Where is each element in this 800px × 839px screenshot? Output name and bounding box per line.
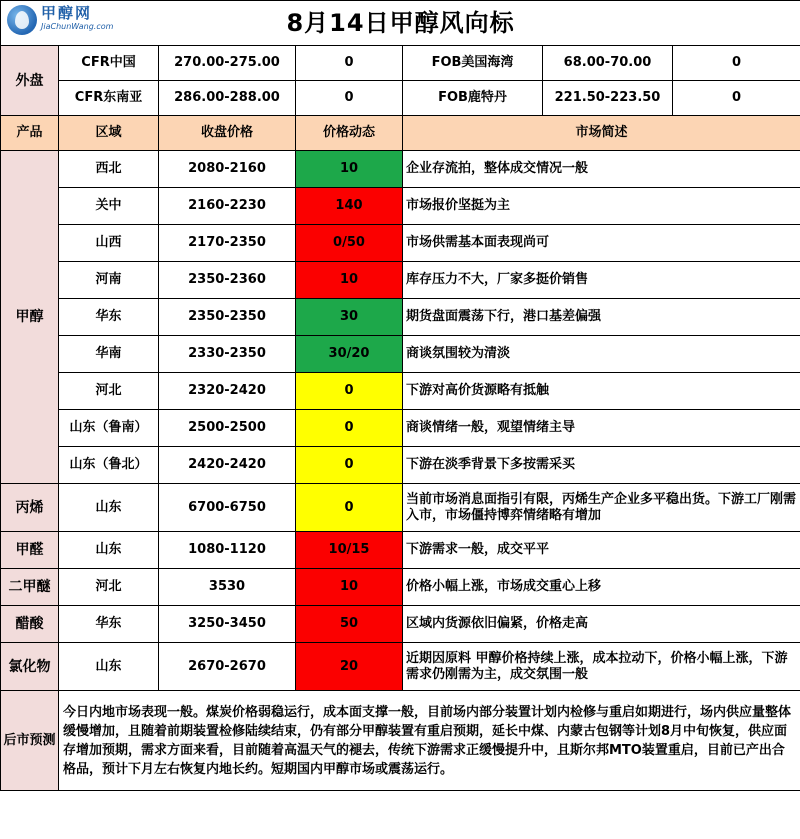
change-cell: 0 xyxy=(296,484,403,532)
external-market-name: CFR东南亚 xyxy=(59,81,159,116)
change-cell: 0 xyxy=(296,410,403,447)
product-row xyxy=(1,151,800,188)
summary-cell: 市场报价坚挺为主 xyxy=(403,188,800,225)
product-row xyxy=(1,373,800,410)
change-cell: 0 xyxy=(296,373,403,410)
summary-cell: 商谈氛围较为清淡 xyxy=(403,336,800,373)
product-name: 丙烯 xyxy=(1,484,59,532)
region-cell: 山东（鲁北） xyxy=(59,447,159,484)
price-cell: 2420-2420 xyxy=(159,447,296,484)
price-cell: 2500-2500 xyxy=(159,410,296,447)
change-cell: 20 xyxy=(296,643,403,691)
price-cell: 2350-2360 xyxy=(159,262,296,299)
price-cell: 2160-2230 xyxy=(159,188,296,225)
summary-cell: 近期因原料 甲醇价格持续上涨，成本拉动下，价格小幅上涨，下游需求仍刚需为主，成交氛围一般 xyxy=(403,643,800,691)
product-row xyxy=(1,569,800,606)
summary-cell: 下游在淡季背景下多按需采买 xyxy=(403,447,800,484)
external-change: 0 xyxy=(673,46,800,81)
outlook-row xyxy=(1,691,800,791)
external-row xyxy=(1,46,800,81)
outlook-label: 后市预测 xyxy=(1,691,59,791)
change-cell: 140 xyxy=(296,188,403,225)
summary-cell: 企业存流拍，整体成交情况一般 xyxy=(403,151,800,188)
header-summary: 市场简述 xyxy=(403,116,800,151)
external-price: 270.00-275.00 xyxy=(159,46,296,81)
header-product: 产品 xyxy=(1,116,59,151)
product-name: 氯化物 xyxy=(1,643,59,691)
column-header-row xyxy=(1,116,800,151)
price-cell: 2350-2350 xyxy=(159,299,296,336)
region-cell: 山西 xyxy=(59,225,159,262)
summary-cell: 商谈情绪一般，观望情绪主导 xyxy=(403,410,800,447)
external-change: 0 xyxy=(296,46,403,81)
summary-cell: 价格小幅上涨，市场成交重心上移 xyxy=(403,569,800,606)
external-market-name: FOB美国海湾 xyxy=(403,46,543,81)
summary-cell: 下游需求一般，成交平平 xyxy=(403,532,800,569)
product-name: 甲醇 xyxy=(1,151,59,484)
change-cell: 50 xyxy=(296,606,403,643)
price-cell: 3250-3450 xyxy=(159,606,296,643)
summary-cell: 区域内货源依旧偏紧，价格走高 xyxy=(403,606,800,643)
region-cell: 华东 xyxy=(59,299,159,336)
page-title: 8月14日甲醇风向标 xyxy=(286,9,515,37)
summary-cell: 当前市场消息面指引有限，丙烯生产企业多平稳出货。下游工厂刚需入市，市场僵持博弈情绪略有增加 xyxy=(403,484,800,532)
change-cell: 0/50 xyxy=(296,225,403,262)
product-row xyxy=(1,299,800,336)
logo xyxy=(7,5,113,35)
product-row xyxy=(1,410,800,447)
title-bar xyxy=(1,1,800,46)
external-market-name: FOB鹿特丹 xyxy=(403,81,543,116)
product-name: 二甲醚 xyxy=(1,569,59,606)
external-change: 0 xyxy=(296,81,403,116)
summary-cell: 下游对高价货源略有抵触 xyxy=(403,373,800,410)
logo-globe-icon xyxy=(7,5,37,35)
summary-cell: 库存压力不大，厂家多挺价销售 xyxy=(403,262,800,299)
change-cell: 10 xyxy=(296,262,403,299)
product-row xyxy=(1,484,800,532)
region-cell: 山东 xyxy=(59,643,159,691)
header-change: 价格动态 xyxy=(296,116,403,151)
region-cell: 山东 xyxy=(59,532,159,569)
change-cell: 30 xyxy=(296,299,403,336)
product-row xyxy=(1,336,800,373)
change-cell: 10 xyxy=(296,569,403,606)
change-cell: 0 xyxy=(296,447,403,484)
product-name: 甲醛 xyxy=(1,532,59,569)
change-cell: 10/15 xyxy=(296,532,403,569)
price-cell: 2670-2670 xyxy=(159,643,296,691)
external-price: 221.50-223.50 xyxy=(543,81,673,116)
region-cell: 山东 xyxy=(59,484,159,532)
product-row xyxy=(1,225,800,262)
summary-cell: 期货盘面震荡下行，港口基差偏强 xyxy=(403,299,800,336)
header-region: 区域 xyxy=(59,116,159,151)
external-price: 68.00-70.00 xyxy=(543,46,673,81)
region-cell: 山东（鲁南） xyxy=(59,410,159,447)
region-cell: 华南 xyxy=(59,336,159,373)
logo-text-en: JiaChunWang.com xyxy=(41,22,114,31)
region-cell: 河北 xyxy=(59,373,159,410)
product-row xyxy=(1,262,800,299)
logo-text-cn: 甲醇网 xyxy=(41,4,93,22)
change-cell: 10 xyxy=(296,151,403,188)
region-cell: 河南 xyxy=(59,262,159,299)
price-cell: 2320-2420 xyxy=(159,373,296,410)
change-cell: 30/20 xyxy=(296,336,403,373)
external-price: 286.00-288.00 xyxy=(159,81,296,116)
external-market-name: CFR中国 xyxy=(59,46,159,81)
product-row xyxy=(1,643,800,691)
region-cell: 华东 xyxy=(59,606,159,643)
region-cell: 关中 xyxy=(59,188,159,225)
price-cell: 3530 xyxy=(159,569,296,606)
header-price: 收盘价格 xyxy=(159,116,296,151)
price-cell: 1080-1120 xyxy=(159,532,296,569)
external-row xyxy=(1,81,800,116)
price-cell: 6700-6750 xyxy=(159,484,296,532)
region-cell: 西北 xyxy=(59,151,159,188)
price-cell: 2170-2350 xyxy=(159,225,296,262)
product-row xyxy=(1,532,800,569)
product-name: 醋酸 xyxy=(1,606,59,643)
external-change: 0 xyxy=(673,81,800,116)
summary-cell: 市场供需基本面表现尚可 xyxy=(403,225,800,262)
product-row xyxy=(1,606,800,643)
product-row xyxy=(1,188,800,225)
external-label: 外盘 xyxy=(1,46,59,116)
outlook-text: 今日内地市场表现一般。煤炭价格弱稳运行，成本面支撑一般，目前场内部分装置计划内检修与重启如期进行，场内供应量整体缓慢增加，且随着前期装置检修陆续结束，仍有部分甲醇装置有重启预期，延长中煤、内蒙古包钢等计划8月中旬恢复，供应面存增加预期，需求方面来看，目前随着高温天气的褪去，传统下游需求正缓慢提升中，且斯尔邦MTO装置重启，目前已产出合格品，预计下月左右恢复内地长约。短期国内甲醇市场或震荡运行。 xyxy=(59,691,800,791)
price-cell: 2330-2350 xyxy=(159,336,296,373)
product-row xyxy=(1,447,800,484)
region-cell: 河北 xyxy=(59,569,159,606)
price-cell: 2080-2160 xyxy=(159,151,296,188)
